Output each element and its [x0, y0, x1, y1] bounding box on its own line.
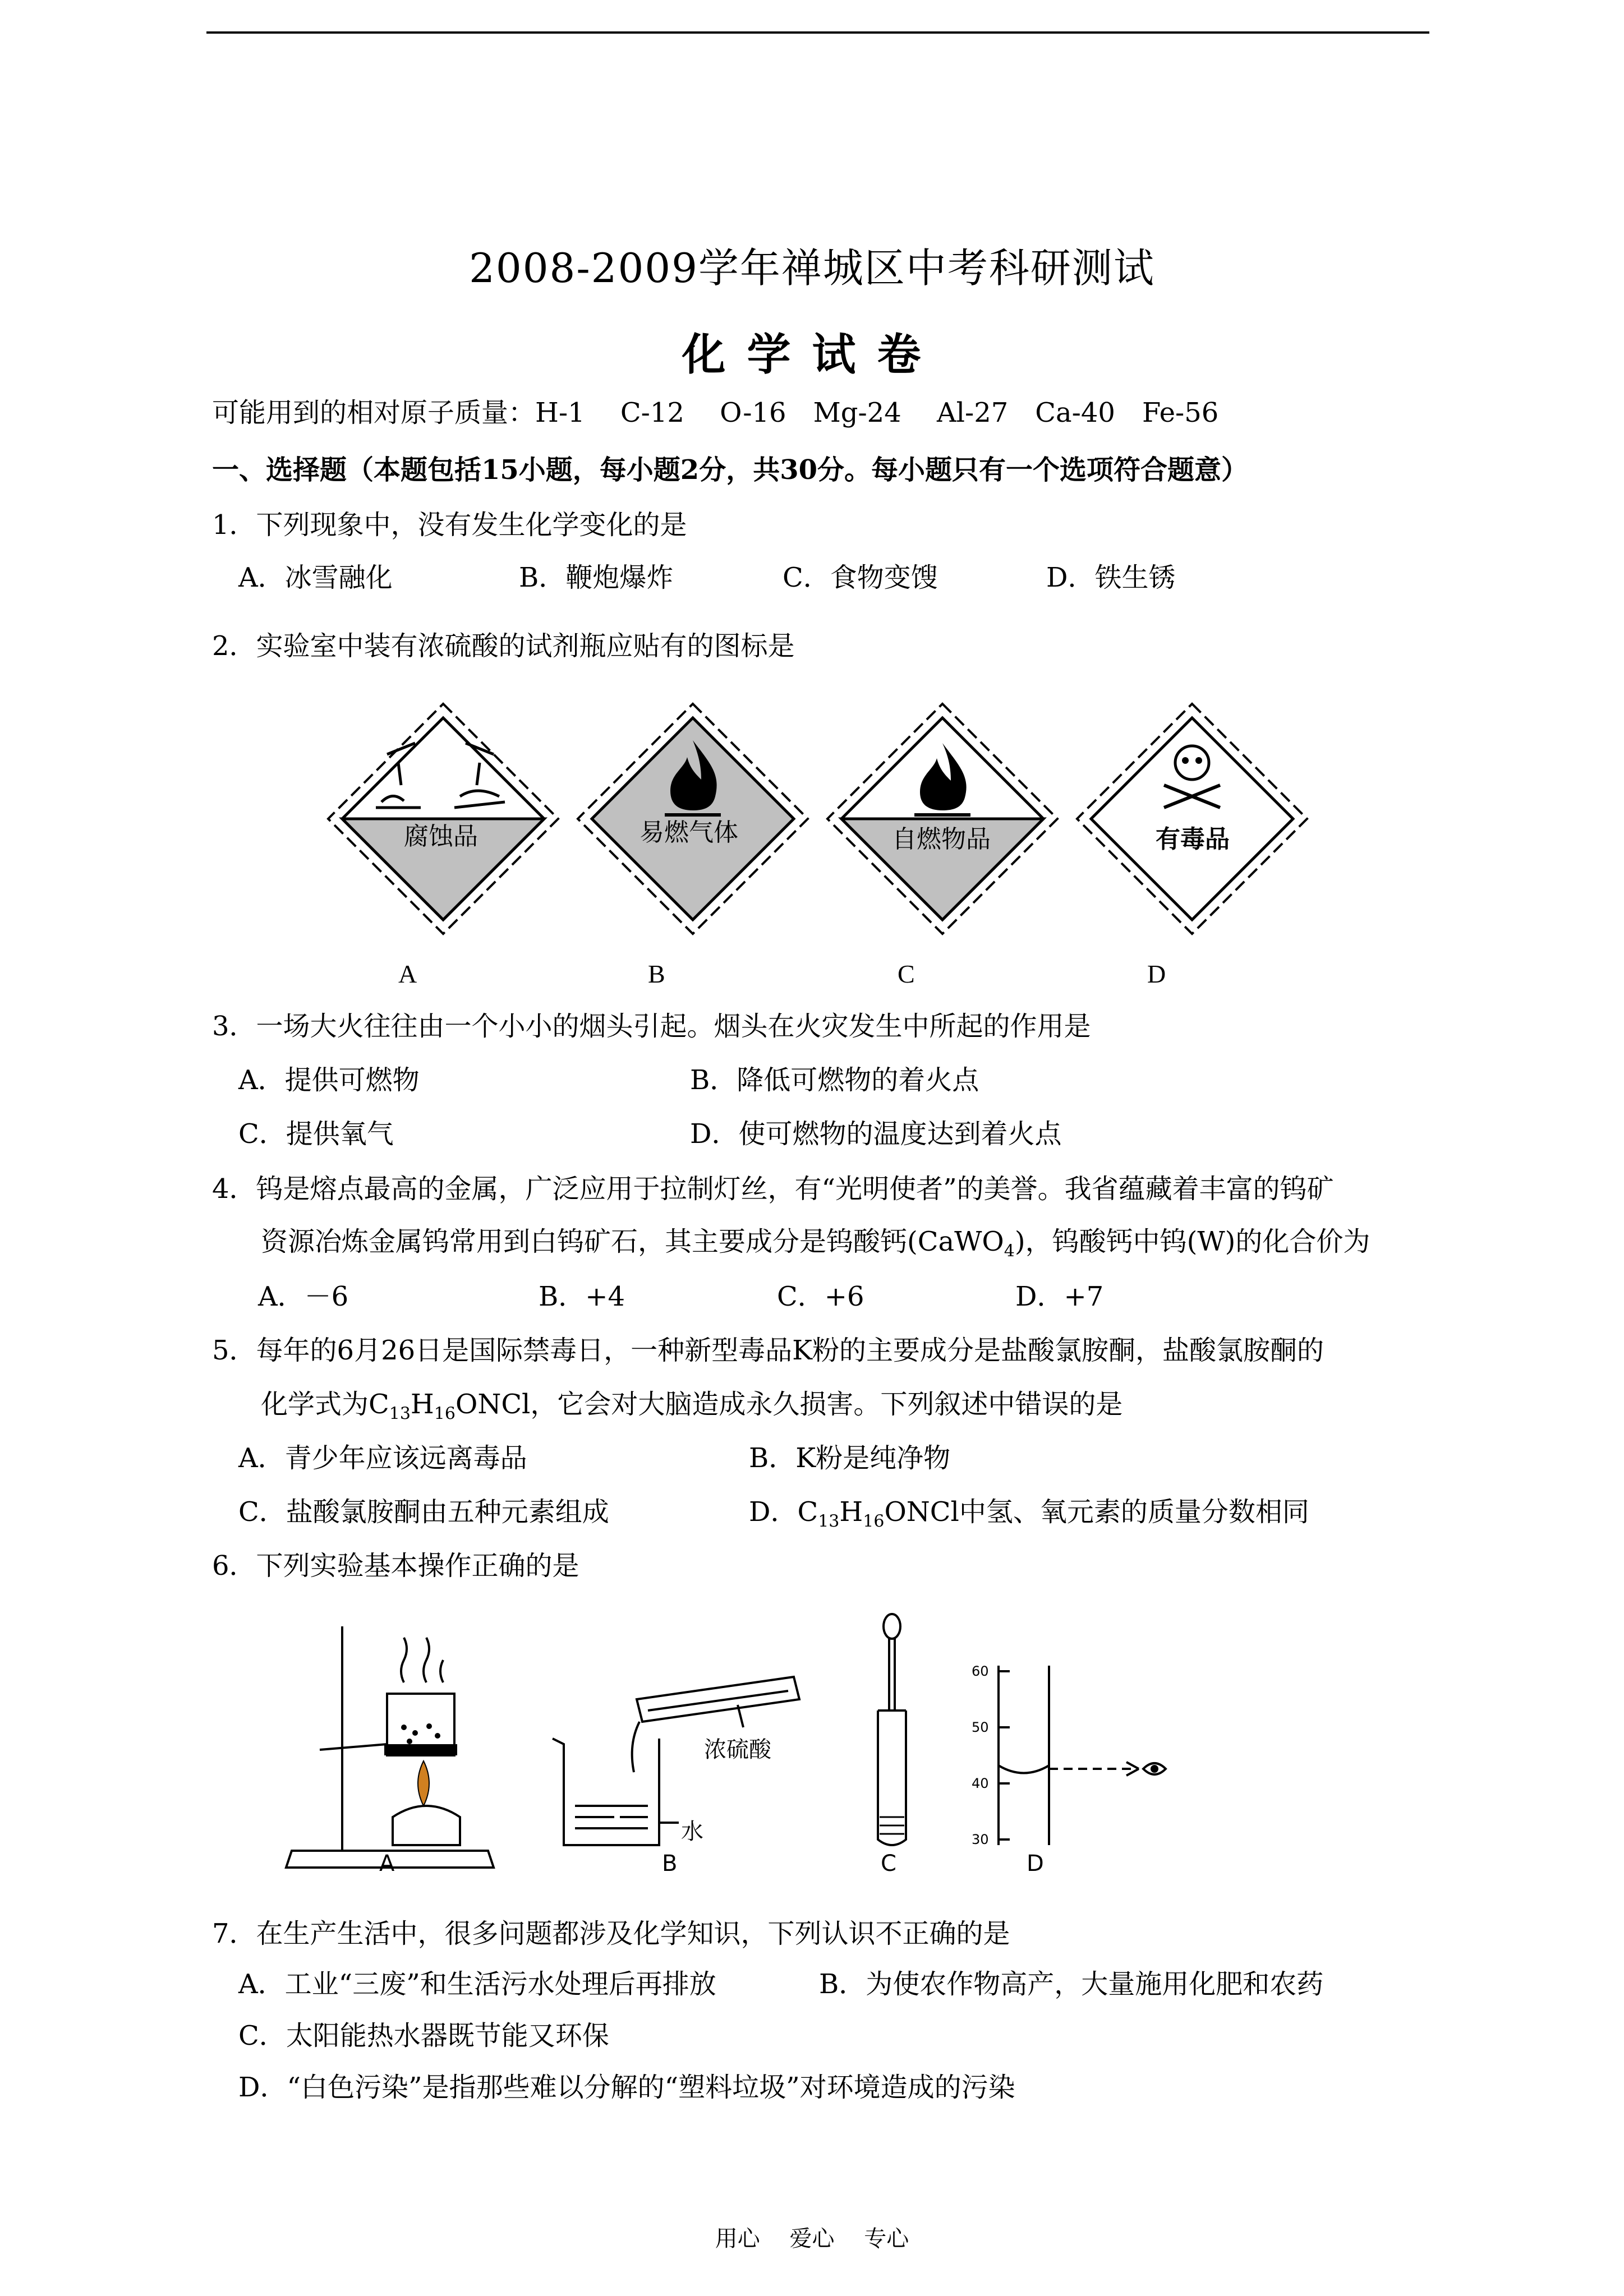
q3-option-a: A．提供可燃物 [238, 1064, 420, 1096]
q3-option-b: B．降低可燃物的着火点 [690, 1064, 979, 1096]
hazard-label-toxic: 有毒品 [1156, 825, 1230, 854]
q3-stem: 3．一场大火往往由一个小小的烟头引起。烟头在火灾发生中所起的作用是 [212, 1011, 1091, 1042]
q6-letter-b: B [662, 1851, 678, 1877]
scale-tick-30: 30 [972, 1832, 989, 1847]
q4-option-c: C．+6 [777, 1281, 864, 1312]
q2-letter-d: D [1147, 960, 1166, 988]
q4-option-b: B．+4 [539, 1281, 625, 1312]
hazard-label-spontaneous-combustion: 自燃物品 [892, 825, 991, 854]
section1-heading: 一、选择题（本题包括15小题，每小题2分，共30分。每小题只有一个选项符合题意） [212, 454, 1248, 486]
q1-option-c: C．食物变馊 [783, 562, 938, 593]
q5-option-c: C．盐酸氯胺酮由五种元素组成 [238, 1496, 609, 1528]
q2-letter-a: A [398, 960, 417, 988]
q5-option-a: A．青少年应该远离毒品 [238, 1442, 527, 1474]
q6-stem: 6．下列实验基本操作正确的是 [212, 1550, 579, 1582]
atomic-masses: 可能用到的相对原子质量：H-1 C-12 O-16 Mg-24 Al-27 Ca-40 Fe-56 [212, 397, 1219, 428]
q5-option-b: B．K粉是纯净物 [749, 1442, 951, 1474]
top-rule [206, 31, 1429, 34]
q1-option-d: D．铁生锈 [1046, 562, 1176, 593]
scale-tick-60: 60 [972, 1663, 989, 1679]
lab-figure-heating [286, 1615, 510, 1884]
scale-tick-50: 50 [972, 1719, 989, 1735]
q2-letter-c: C [898, 960, 915, 988]
hazard-label-flammable-gas: 易燃气体 [640, 818, 738, 847]
q7-option-a: A．工业“三废”和生活污水处理后再排放 [238, 1968, 716, 2000]
scale-tick-40: 40 [972, 1776, 989, 1791]
q3-option-d: D．使可燃物的温度达到着火点 [690, 1118, 1062, 1150]
q2-letter-b: B [648, 960, 665, 988]
label-water: 水 [681, 1819, 703, 1845]
exam-title: 2008-2009学年禅城区中考科研测试 [469, 245, 1155, 292]
q5-stem-line2: 化学式为$C_{13}H_{16}ONCl$，它会对大脑造成永久损害。下列叙述中错误的是 [261, 1389, 1123, 1424]
exam-subtitle: 化学试卷 [682, 329, 942, 380]
q7-option-d: D．“白色污染”是指那些难以分解的“塑料垃圾”对环境造成的污染 [238, 2072, 1015, 2103]
q3-option-c: C．提供氧气 [238, 1118, 394, 1150]
q1-stem: 1．下列现象中，没有发生化学变化的是 [212, 509, 687, 541]
page-footer: 用心 爱心 专心 [715, 2226, 909, 2252]
q7-option-b: B．为使农作物高产，大量施用化肥和农药 [819, 1968, 1324, 2000]
q4-stem-line1: 4．钨是熔点最高的金属，广泛应用于拉制灯丝，有“光明使者”的美誉。我省蕴藏着丰富的钨矿 [212, 1173, 1334, 1205]
q6-letter-c: C [881, 1851, 896, 1877]
q1-option-b: B．鞭炮爆炸 [519, 562, 674, 593]
hazard-label-corrosive: 腐蚀品 [404, 822, 478, 851]
q4-option-d: D．+7 [1015, 1281, 1104, 1312]
lab-figure-dropper [869, 1610, 926, 1851]
q5-stem-line1: 5．每年的6月26日是国际禁毒日，一种新型毒品K粉的主要成分是盐酸氯胺酮，盐酸氯胺酮的 [212, 1335, 1324, 1366]
lab-figure-graduated-cylinder [972, 1663, 1195, 1851]
q6-letter-d: D [1027, 1851, 1044, 1877]
label-concentrated-sulfuric-acid: 浓硫酸 [704, 1737, 771, 1763]
q4-option-a: A．－6 [258, 1281, 349, 1312]
q7-stem: 7．在生产生活中，很多问题都涉及化学知识，下列认识不正确的是 [212, 1918, 1010, 1949]
q4-stem-line2: 资源冶炼金属钨常用到白钨矿石，其主要成分是钨酸钙(CaWO$_4$)，钨酸钙中钨(W)的化合价为 [261, 1226, 1370, 1261]
q2-stem: 2．实验室中装有浓硫酸的试剂瓶应贴有的图标是 [212, 630, 795, 662]
q6-letter-a: A [379, 1851, 395, 1877]
q7-option-c: C．太阳能热水器既节能又环保 [238, 2020, 609, 2051]
q5-option-d: D．$C_{13}H_{16}ONCl$中氢、氧元素的质量分数相同 [749, 1496, 1309, 1532]
q1-option-a: A．冰雪融化 [238, 562, 393, 593]
